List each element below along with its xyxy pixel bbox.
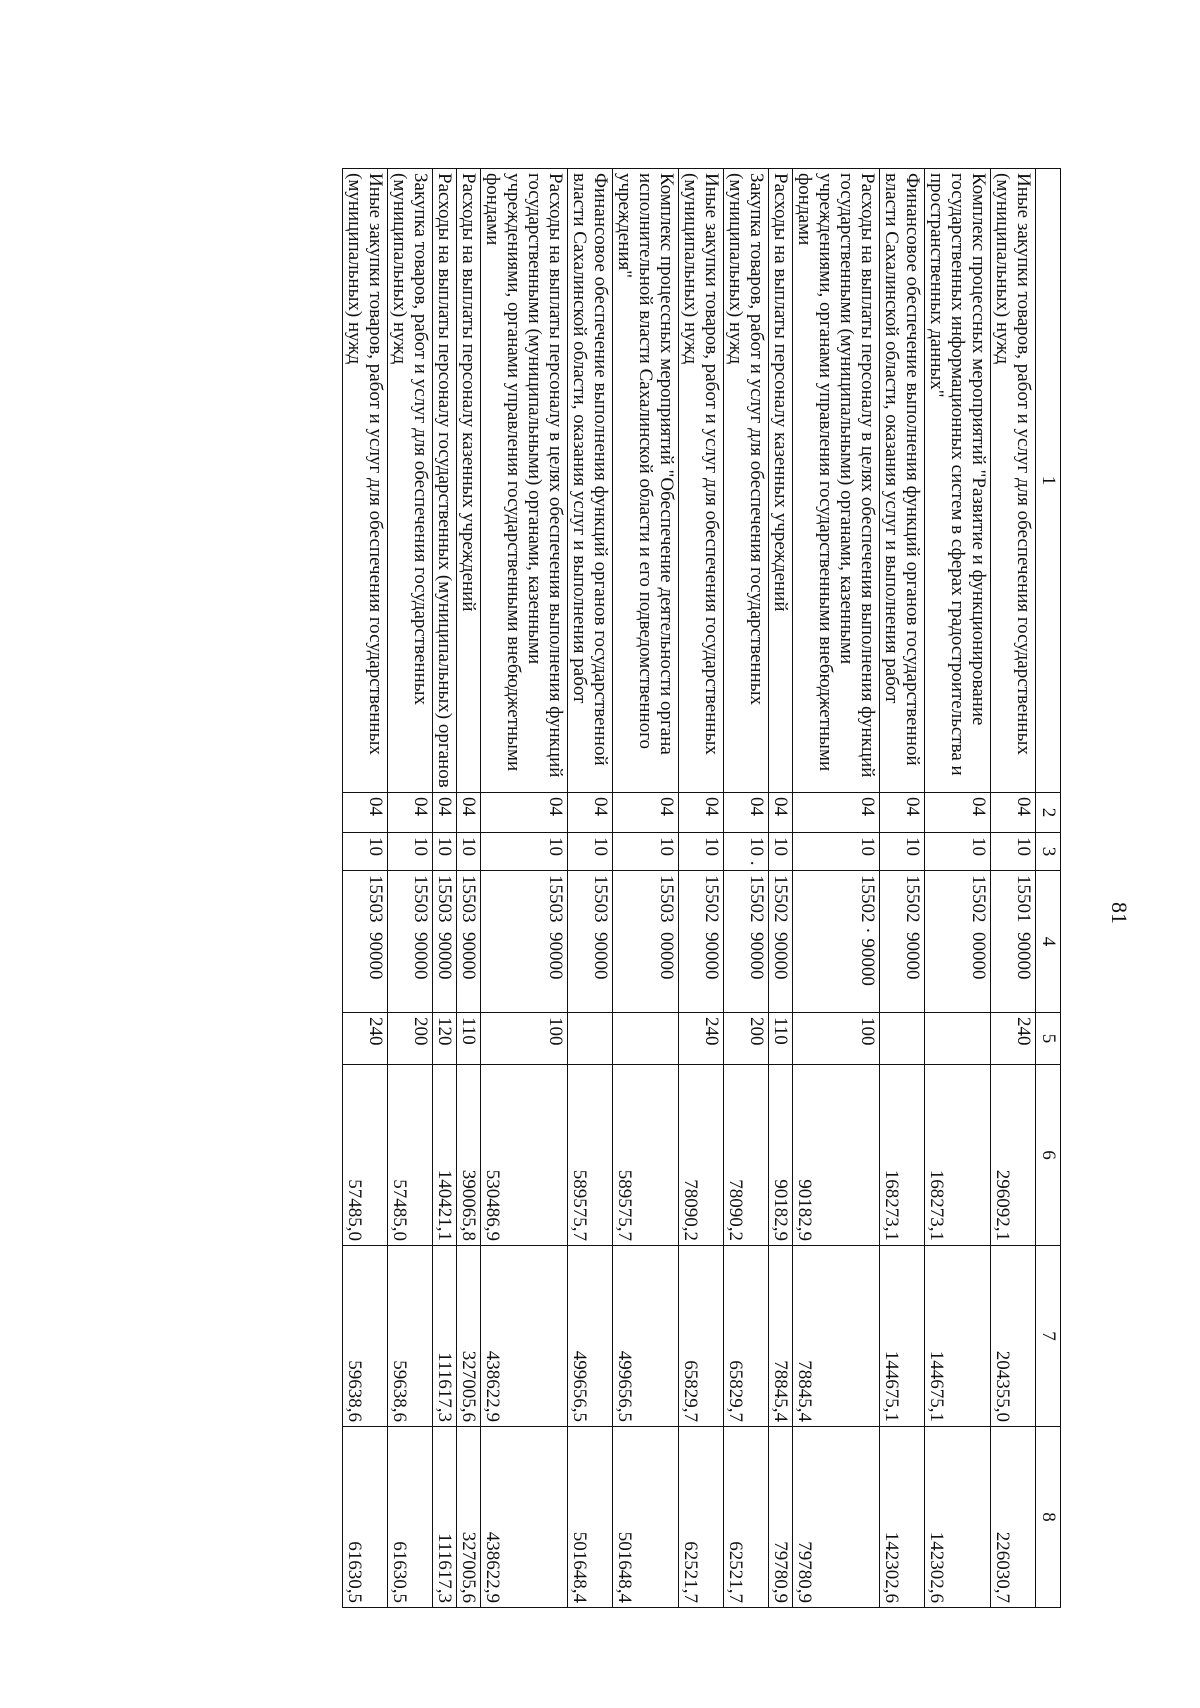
table-cell: 04 <box>433 793 457 833</box>
table-row <box>481 169 568 1608</box>
table-cell: 142302,6 <box>880 1427 925 1608</box>
table-cell: 15502 90000 <box>880 871 925 1013</box>
table-cell: 10 <box>481 833 568 871</box>
table-cell: 04 <box>343 793 388 833</box>
header-cell: 1 <box>1036 169 1061 793</box>
header-cell: 8 <box>1036 1427 1061 1608</box>
table-cell: 04 <box>481 793 568 833</box>
table-cell: 111617,3 <box>433 1246 457 1427</box>
table-cell: 78090,2 <box>679 1065 724 1246</box>
row-label: Расходы на выплаты персоналу в целях обеспечения выполнения функций государственными (муниципальными) органами, казенными учреждениями, органами управления государственными внебюджетными фондами <box>481 169 568 793</box>
table-cell: 90182,9 <box>769 1065 793 1246</box>
table-cell: 296092,1 <box>991 1065 1036 1246</box>
table-cell: 501648,4 <box>568 1427 613 1608</box>
table-row <box>793 169 880 1608</box>
table-cell: 04 <box>679 793 724 833</box>
table-cell: 200 <box>724 1013 769 1065</box>
table-cell: 589575,7 <box>568 1065 613 1246</box>
header-cell: 5 <box>1036 1013 1061 1065</box>
table-cell: 226030,7 <box>991 1427 1036 1608</box>
table-cell: 15503 90000 <box>481 871 568 1013</box>
row-label: Комплекс процессных мероприятий "Обеспечение деятельности органа исполнительной власти Сахалинской области и его подведомственного учреждения" <box>613 169 679 793</box>
table-cell: 10 <box>568 833 613 871</box>
row-label: Расходы на выплаты персоналу казенных учреждений <box>769 169 793 793</box>
table-cell: 501648,4 <box>613 1427 679 1608</box>
table-cell: 61630,5 <box>343 1427 388 1608</box>
table-cell: 57485,0 <box>343 1065 388 1246</box>
row-label: Расходы на выплаты персоналу государственных (муниципальных) органов <box>433 169 457 793</box>
table-cell: 10 <box>457 833 481 871</box>
table-cell: 15502 · 90000 <box>793 871 880 1013</box>
table-cell: 04 <box>769 793 793 833</box>
table-row <box>568 169 613 1608</box>
row-label: Комплекс процессных мероприятий "Развитие и функционирование государственных информационных систем в сферах градостроительства и пространственных данных" <box>925 169 991 793</box>
table-cell: 62521,7 <box>679 1427 724 1608</box>
table-cell: 144675,1 <box>880 1246 925 1427</box>
table-cell: 10 <box>769 833 793 871</box>
table-cell: 15502 00000 <box>925 871 991 1013</box>
table-cell: 204355,0 <box>991 1246 1036 1427</box>
table-cell: 200 <box>388 1013 433 1065</box>
table-cell: 65829,7 <box>724 1246 769 1427</box>
table-row <box>679 169 724 1608</box>
table-row <box>433 169 457 1608</box>
table-cell: 15503 90000 <box>568 871 613 1013</box>
table-cell: 65829,7 <box>679 1246 724 1427</box>
table-cell: 04 <box>724 793 769 833</box>
table-cell: 327005,6 <box>457 1427 481 1608</box>
table-body <box>343 169 1036 1608</box>
table-cell: 04 <box>613 793 679 833</box>
table-cell: 79780,9 <box>793 1427 880 1608</box>
table-cell: 79780,9 <box>769 1427 793 1608</box>
table-cell: 15503 00000 <box>613 871 679 1013</box>
table-cell: 59638,6 <box>343 1246 388 1427</box>
table-row <box>613 169 679 1608</box>
budget-table <box>342 168 1061 1608</box>
table-cell: 499656,5 <box>568 1246 613 1427</box>
table-cell: 57485,0 <box>388 1065 433 1246</box>
table-cell: 438622,9 <box>481 1246 568 1427</box>
row-label: Расходы на выплаты персоналу казенных учреждений <box>457 169 481 793</box>
table-cell: 140421,1 <box>433 1065 457 1246</box>
table-cell: 15503 90000 <box>343 871 388 1013</box>
table-cell: 390065,8 <box>457 1065 481 1246</box>
table-cell: 15502 90000 <box>724 871 769 1013</box>
row-label: Иные закупки товаров, работ и услуг для обеспечения государственных (муниципальных) нужд <box>991 169 1036 793</box>
table-cell: 04 <box>991 793 1036 833</box>
table-cell: 15503 90000 <box>433 871 457 1013</box>
table-cell: 04 <box>388 793 433 833</box>
header-cell: 3 <box>1036 833 1061 871</box>
table-cell: 100 <box>793 1013 880 1065</box>
table-cell: 10 <box>613 833 679 871</box>
table-cell: 10 <box>343 833 388 871</box>
table-cell: 530486,9 <box>481 1065 568 1246</box>
table-row <box>991 169 1036 1608</box>
table-cell: 168273,1 <box>880 1065 925 1246</box>
table-cell: 240 <box>343 1013 388 1065</box>
table-cell: 10 <box>388 833 433 871</box>
table-cell: 04 <box>568 793 613 833</box>
header-cell: 2 <box>1036 793 1061 833</box>
table-cell: 04 <box>925 793 991 833</box>
table-cell: 04 <box>457 793 481 833</box>
table-row <box>388 169 433 1608</box>
table-row <box>457 169 481 1608</box>
table-cell <box>613 1013 679 1065</box>
table-cell: 10 <box>793 833 880 871</box>
table-row <box>925 169 991 1608</box>
row-label: Закупка товаров, работ и услуг для обеспечения государственных (муниципальных) нужд <box>724 169 769 793</box>
table-cell: 62521,7 <box>724 1427 769 1608</box>
table-cell: 10 . <box>724 833 769 871</box>
table-cell: 110 <box>457 1013 481 1065</box>
header-cell: 4 <box>1036 871 1061 1013</box>
table-cell: 144675,1 <box>925 1246 991 1427</box>
table-cell: 15502 90000 <box>679 871 724 1013</box>
table-cell: 240 <box>991 1013 1036 1065</box>
table-row <box>343 169 388 1608</box>
table-cell: 100 <box>481 1013 568 1065</box>
table-cell: 78845,4 <box>769 1246 793 1427</box>
table-cell <box>568 1013 613 1065</box>
table-cell: 589575,7 <box>613 1065 679 1246</box>
row-label: Финансовое обеспечение выполнения функций органов государственной власти Сахалинской области, оказания услуг и выполнения работ <box>880 169 925 793</box>
table-cell: 142302,6 <box>925 1427 991 1608</box>
table-cell: 111617,3 <box>433 1427 457 1608</box>
header-row <box>1036 169 1061 1608</box>
table-cell: 15502 90000 <box>769 871 793 1013</box>
row-label: Финансовое обеспечение выполнения функций органов государственной власти Сахалинской области, оказания услуг и выполнения работ <box>568 169 613 793</box>
header-cell: 6 <box>1036 1065 1061 1246</box>
table-row <box>769 169 793 1608</box>
table-cell: 499656,5 <box>613 1246 679 1427</box>
table-cell: 240 <box>679 1013 724 1065</box>
table-cell: 90182,9 <box>793 1065 880 1246</box>
table-cell <box>925 1013 991 1065</box>
table-cell: 59638,6 <box>388 1246 433 1427</box>
table-cell: 10 <box>925 833 991 871</box>
table-cell: 15501 90000 <box>991 871 1036 1013</box>
row-label: Закупка товаров, работ и услуг для обеспечения государственных (муниципальных) нужд <box>388 169 433 793</box>
table-cell: 15503 90000 <box>457 871 481 1013</box>
table-cell: 15503 90000 <box>388 871 433 1013</box>
table-cell: 438622,9 <box>481 1427 568 1608</box>
row-label: Иные закупки товаров, работ и услуг для обеспечения государственных (муниципальных) нужд <box>679 169 724 793</box>
header-cell: 7 <box>1036 1246 1061 1427</box>
table-cell: 10 <box>880 833 925 871</box>
table-row <box>880 169 925 1608</box>
table-cell: 168273,1 <box>925 1065 991 1246</box>
table-cell: 10 <box>991 833 1036 871</box>
table-cell: 78090,2 <box>724 1065 769 1246</box>
table-cell: 110 <box>769 1013 793 1065</box>
table-cell: 04 <box>793 793 880 833</box>
table-cell <box>880 1013 925 1065</box>
table-cell: 04 <box>880 793 925 833</box>
table-cell: 78845,4 <box>793 1246 880 1427</box>
table-cell: 61630,5 <box>388 1427 433 1608</box>
table-cell: 120 <box>433 1013 457 1065</box>
table-cell: 327005,6 <box>457 1246 481 1427</box>
page-number: 81 <box>1107 902 1132 924</box>
table-cell: 10 <box>679 833 724 871</box>
row-label: Иные закупки товаров, работ и услуг для обеспечения государственных (муниципальных) нужд <box>343 169 388 793</box>
table-row <box>724 169 769 1608</box>
rotated-page <box>86 168 1061 1608</box>
row-label: Расходы на выплаты персоналу в целях обеспечения выполнения функций государственными (муниципальными) органами, казенными учреждениями, органами управления государственными внебюджетными фондами <box>793 169 880 793</box>
table-cell: 10 <box>433 833 457 871</box>
